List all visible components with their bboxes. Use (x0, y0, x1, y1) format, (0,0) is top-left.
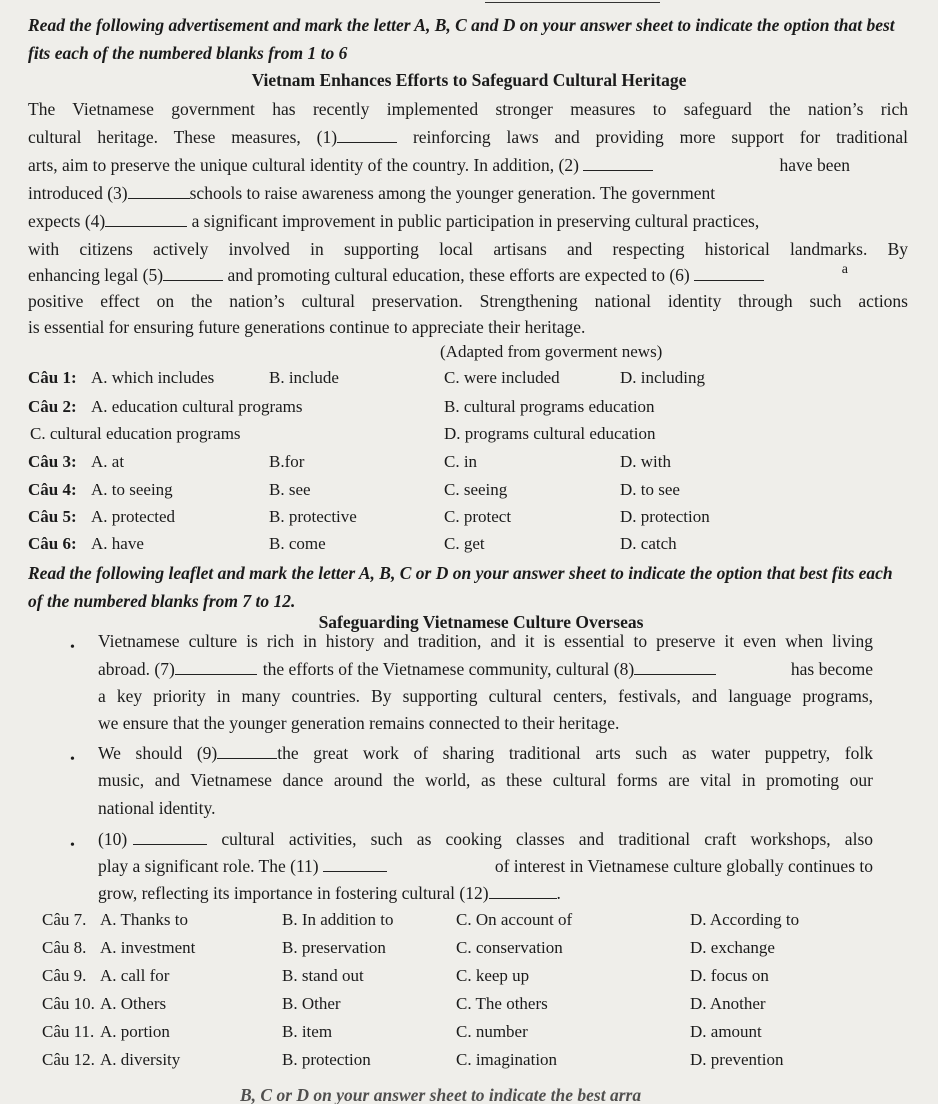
bullet-1: • (70, 640, 75, 655)
question-11: Câu 11. A. portion B. item C. number D. amount (42, 1022, 762, 1041)
passage1-line4: introduced (3) schools to raise awareness among the younger generation. The government (28, 183, 716, 203)
option-11c[interactable]: C. number (456, 1022, 528, 1041)
option-5d[interactable]: D. protection (620, 507, 710, 526)
leaflet-b3-line3: grow, reflecting its importance in fostering cultural (12) . (98, 883, 561, 903)
blank-10[interactable] (133, 830, 207, 845)
leaflet-b3-line1: (10) cultural activities, such as cooking classes and traditional craft workshops, also (98, 829, 874, 849)
question-5: Câu 5: A. protected B. protective C. protect D. protection (28, 507, 710, 526)
leaflet-b2-line1: We should (9) the great work of sharing traditional arts such as water puppetry, folk (98, 743, 873, 763)
option-12c[interactable]: C. imagination (456, 1050, 558, 1069)
blank-9[interactable] (217, 744, 277, 759)
blank-1[interactable] (337, 128, 397, 143)
option-1a[interactable]: A. which includes (91, 368, 215, 387)
source-citation: (Adapted from goverment news) (440, 342, 663, 361)
blank-12[interactable] (489, 884, 557, 899)
option-3b[interactable]: B.for (269, 452, 305, 471)
option-10a[interactable]: A. Others (100, 994, 167, 1013)
blank-5[interactable] (163, 266, 223, 281)
passage1-line3: arts, aim to preserve the unique cultural identity of the country. In addition, (2) have been (28, 155, 850, 175)
leaflet-b1-line3: a key priority in many countries. By supporting cultural centers, festivals, and language programs, (98, 686, 873, 706)
question-10: Câu 10. A. Others B. Other C. The others D. Another (42, 994, 766, 1013)
option-5a[interactable]: A. protected (91, 507, 176, 526)
option-3d[interactable]: D. with (620, 452, 671, 471)
blank-6[interactable] (694, 266, 764, 281)
passage1-line8: positive effect on the nation’s cultural preservation. Strengthening national identity through such actions (28, 291, 908, 311)
passage1-line1: The Vietnamese government has recently implemented stronger measures to safeguard the nation’s rich (28, 99, 908, 119)
option-7d[interactable]: D. According to (690, 910, 800, 929)
leaflet-b2-line3: national identity. (98, 798, 216, 818)
blank-8[interactable] (634, 660, 716, 675)
option-2c[interactable]: C. cultural education programs (30, 424, 241, 443)
option-7b[interactable]: B. In addition to (282, 910, 394, 929)
blank-11[interactable] (323, 857, 387, 872)
question-9: Câu 9. A. call for B. stand out C. keep up D. focus on (42, 966, 769, 985)
option-4b[interactable]: B. see (269, 480, 311, 499)
blank-3[interactable] (128, 184, 190, 199)
option-2a[interactable]: A. education cultural programs (91, 397, 303, 416)
passage1-line6: with citizens actively involved in supporting local artisans and respecting historical landmarks. By (28, 239, 908, 259)
option-6b[interactable]: B. come (269, 534, 326, 553)
top-rule (485, 2, 660, 3)
option-3a[interactable]: A. at (91, 452, 125, 471)
question-7: Câu 7. A. Thanks to B. In addition to C. On account of D. According to (42, 910, 800, 929)
option-5c[interactable]: C. protect (444, 507, 512, 526)
cut-off-instruction: B, C or D on your answer sheet to indicate the best arra (240, 1085, 642, 1104)
option-7c[interactable]: C. On account of (456, 910, 573, 929)
option-8d[interactable]: D. exchange (690, 938, 775, 957)
option-8c[interactable]: C. conservation (456, 938, 563, 957)
blank-7[interactable] (175, 660, 257, 675)
option-10d[interactable]: D. Another (690, 994, 766, 1013)
option-5b[interactable]: B. protective (269, 507, 357, 526)
option-6d[interactable]: D. catch (620, 534, 677, 553)
option-10b[interactable]: B. Other (282, 994, 341, 1013)
question-1: Câu 1: A. which includes B. include C. were included D. including (28, 368, 705, 387)
option-12b[interactable]: B. protection (282, 1050, 371, 1069)
option-9b[interactable]: B. stand out (282, 966, 364, 985)
section2-instruction: Read the following leaflet and mark the letter A, B, C or D on your answer sheet to indicate the option that best fits each of the numbered blanks from 7 to 12. (28, 563, 893, 611)
option-4d[interactable]: D. to see (620, 480, 680, 499)
option-8b[interactable]: B. preservation (282, 938, 386, 957)
option-6a[interactable]: A. have (91, 534, 144, 553)
blank-2[interactable] (583, 156, 653, 171)
leaflet-b3-line2: play a significant role. The (11) of interest in Vietnamese culture globally continues to (98, 856, 873, 876)
option-1d[interactable]: D. including (620, 368, 705, 387)
option-1b[interactable]: B. include (269, 368, 339, 387)
question-3: Câu 3: A. at B.for C. in D. with (28, 452, 671, 471)
question-12: Câu 12. A. diversity B. protection C. imagination D. prevention (42, 1050, 784, 1069)
leaflet-b2-line2: music, and Vietnamese dance around the world, as these cultural forms are vital in promoting our (98, 770, 873, 790)
option-9c[interactable]: C. keep up (456, 966, 530, 985)
blank-4[interactable] (105, 212, 187, 227)
leaflet-b1-line2: abroad. (7) the efforts of the Vietnamese community, cultural (8) has become (98, 659, 873, 679)
bullet-3: • (70, 838, 75, 853)
section2-title: Safeguarding Vietnamese Culture Overseas (318, 612, 644, 632)
passage1-line5: expects (4) a significant improvement in public participation in preserving cultural practices, (28, 211, 760, 231)
option-4a[interactable]: A. to seeing (91, 480, 173, 499)
question-4: Câu 4: A. to seeing B. see C. seeing D. to see (28, 480, 680, 499)
question-2-cont (28, 424, 928, 451)
passage1-line9: is essential for ensuring future generations continue to appreciate their heritage. (28, 317, 586, 337)
question-8: Câu 8. A. investment B. preservation C. conservation D. exchange (42, 938, 775, 957)
option-4c[interactable]: C. seeing (444, 480, 508, 499)
passage1-line7: enhancing legal (5) and promoting cultural education, these efforts are expected to (6) a (28, 262, 848, 285)
option-12a[interactable]: A. diversity (100, 1050, 181, 1069)
option-6c[interactable]: C. get (444, 534, 485, 553)
option-2b[interactable]: B. cultural programs education (444, 397, 655, 416)
option-12d[interactable]: D. prevention (690, 1050, 784, 1069)
option-2d[interactable]: D. programs cultural education (444, 424, 656, 443)
option-9a[interactable]: A. call for (100, 966, 170, 985)
option-11b[interactable]: B. item (282, 1022, 333, 1041)
section1-title: Vietnam Enhances Efforts to Safeguard Cultural Heritage (251, 70, 687, 90)
leaflet-b1-line1: Vietnamese culture is rich in history and tradition, and it is essential to preserve it even when living (98, 631, 873, 651)
question-6: Câu 6: A. have B. come C. get D. catch (28, 534, 677, 553)
bullet-2: • (70, 752, 75, 767)
option-1c[interactable]: C. were included (444, 368, 560, 387)
leaflet-b1-line4: we ensure that the younger generation remains connected to their heritage. (98, 713, 620, 733)
section1-instruction: Read the following advertisement and mark the letter A, B, C and D on your answer sheet to indicate the option that best fits each of the numbered blanks from 1 to 6 (28, 15, 895, 63)
passage1-line2: cultural heritage. These measures, (1) reinforcing laws and providing more support for traditional (28, 127, 908, 147)
option-7a[interactable]: A. Thanks to (100, 910, 188, 929)
option-8a[interactable]: A. investment (100, 938, 196, 957)
option-11a[interactable]: A. portion (100, 1022, 170, 1041)
question-2: Câu 2: A. education cultural programs B. cultural programs education (28, 397, 655, 416)
option-9d[interactable]: D. focus on (690, 966, 769, 985)
option-10c[interactable]: C. The others (456, 994, 548, 1013)
option-11d[interactable]: D. amount (690, 1022, 762, 1041)
option-3c[interactable]: C. in (444, 452, 478, 471)
